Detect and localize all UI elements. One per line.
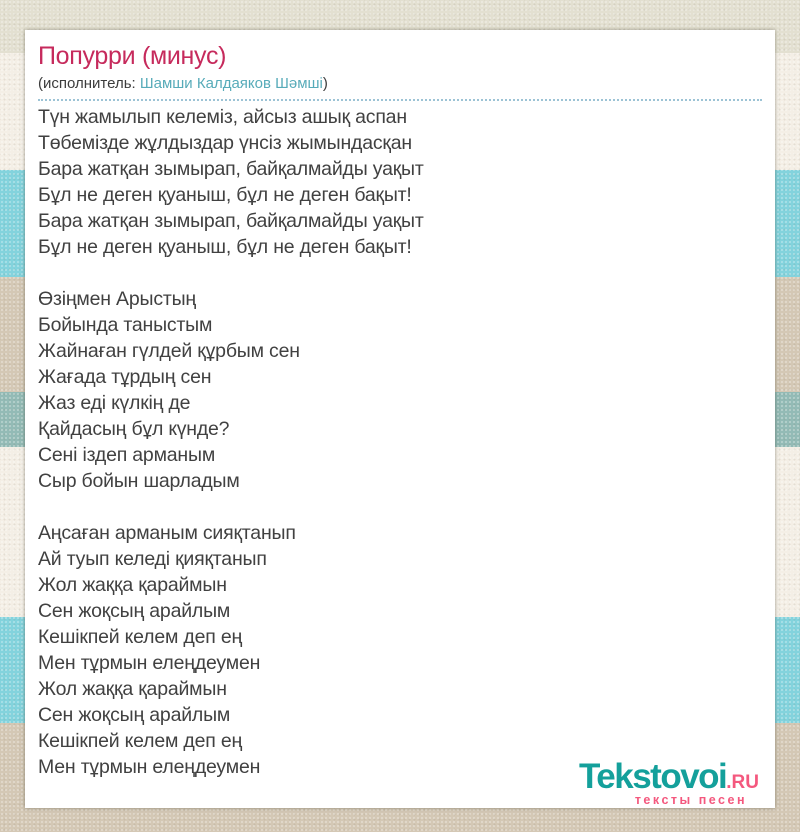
artist-label: (исполнитель: [38, 74, 140, 92]
lyric-line: Өзіңмен Арыстың [38, 288, 196, 310]
lyric-line: Сен жоқсың арайлым [38, 704, 231, 726]
artist-link[interactable]: Шамши Калдаяков Шәмші [139, 74, 323, 92]
logo-tagline: тексты песен [634, 792, 747, 807]
lyric-line: Түн жамылып келеміз, айсыз ашық аспан [38, 106, 407, 128]
site-logo[interactable] [573, 756, 759, 807]
lyric-line: Бұл не деген қуаныш, бұл не деген бақыт! [38, 184, 412, 206]
lyric-line: Жол жаққа қараймын [38, 678, 227, 700]
lyric-line: Сен жоқсың арайлым [38, 600, 231, 622]
lyric-line: Жайнаған гүлдей құрбым сен [38, 340, 300, 362]
lyric-line: Аңсаған арманым сияқтанып [38, 522, 296, 544]
lyrics-text [38, 104, 424, 780]
lyric-line: Жағада тұрдың сен [38, 366, 212, 388]
lyrics-card [25, 30, 775, 808]
lyric-line: Төбемізде жұлдыздар үнсіз жымындасқан [38, 132, 412, 154]
artist-line [38, 75, 762, 93]
card-content [25, 30, 775, 101]
lyric-line: Сені іздеп арманым [38, 444, 216, 466]
lyric-line: Жол жаққа қараймын [38, 574, 227, 596]
lyric-line: Бара жатқан зымырап, байқалмайды уақыт [38, 210, 424, 232]
lyric-line: Сыр бойын шарладым [38, 470, 240, 492]
lyric-line: Қайдасың бұл күнде? [38, 418, 230, 440]
logo-tld-text: .RU [726, 771, 759, 793]
page-title: Попурри (минус) [38, 42, 227, 70]
lyric-line: Мен тұрмын елеңдеумен [38, 652, 261, 674]
stanza [38, 286, 424, 494]
lyric-line: Бойында таныстым [38, 314, 213, 336]
stanza [38, 104, 424, 260]
logo-row [578, 756, 759, 796]
lyric-line: Кешікпей келем деп ең [38, 626, 243, 648]
lyric-line: Жаз еді күлкің де [38, 392, 191, 414]
lyric-line: Ай туып келеді қияқтанып [38, 548, 267, 570]
lyric-line: Мен тұрмын елеңдеумен [38, 756, 261, 778]
lyric-line: Кешікпей келем деп ең [38, 730, 243, 752]
lyric-line: Бара жатқан зымырап, байқалмайды уақыт [38, 158, 424, 180]
stanza [38, 520, 424, 780]
dotted-separator [38, 99, 762, 101]
logo-brand-text: Tekstovoi [578, 756, 727, 796]
lyric-line: Бұл не деген қуаныш, бұл не деген бақыт! [38, 236, 412, 258]
artist-suffix: ) [322, 74, 328, 92]
